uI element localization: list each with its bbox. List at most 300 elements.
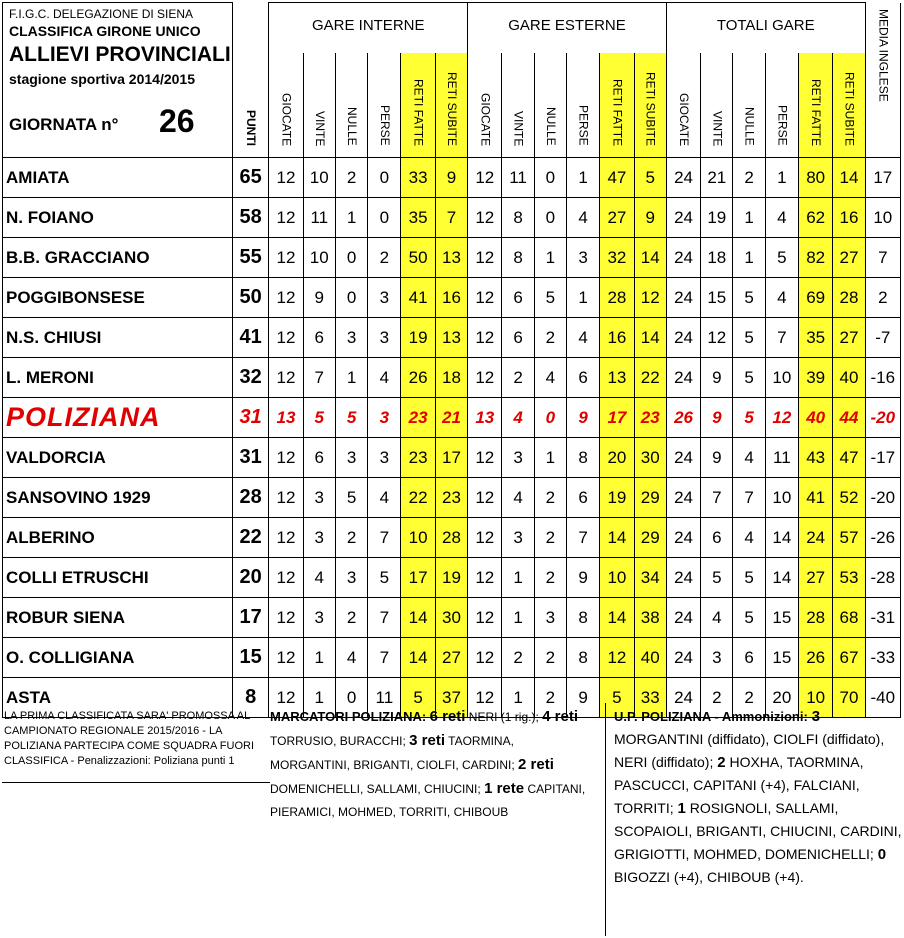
header-esterne-reti-fatte: RETI FATTE [600,53,634,158]
stat-cell: 8 [566,638,599,678]
stat-cell: 20 [600,438,634,478]
stat-cell: 9 [435,158,467,198]
team-points: 20 [233,558,269,598]
stat-cell: 9 [566,558,599,598]
team-points: 8 [233,678,269,718]
stat-cell: 13 [435,318,467,358]
table-row [3,598,901,638]
scorers-group-3: 3 reti [409,732,445,749]
header-totali-reti-subite: RETI SUBITE [833,53,865,158]
table-row [3,238,901,278]
header-interne-perse: PERSE [368,53,401,158]
giornata-value: 26 [159,103,195,139]
stat-cell: 12 [468,318,502,358]
stat-cell: 12 [269,198,303,238]
stat-cell: 12 [269,558,303,598]
header-media-inglese: MEDIA INGLESE [865,3,900,158]
stat-cell: 1 [733,238,765,278]
header-interne-giocate: GIOCATE [269,53,303,158]
stat-cell: 12 [468,358,502,398]
stat-cell: 12 [269,598,303,638]
stat-cell: 12 [634,278,666,318]
stat-cell: 7 [765,318,798,358]
stat-cell: 14 [634,318,666,358]
media-inglese-cell: 7 [865,238,900,278]
stat-cell: 27 [833,318,865,358]
stat-cell: 26 [401,358,435,398]
stat-cell: 21 [701,158,733,198]
stat-cell: 23 [435,478,467,518]
stat-cell: 12 [269,478,303,518]
stat-cell: 2 [335,518,367,558]
stat-cell: 20 [765,678,798,718]
stat-cell: 24 [666,598,700,638]
season-label: stagione sportiva 2014/2015 [9,71,195,87]
stat-cell: 27 [435,638,467,678]
stat-cell: 5 [733,318,765,358]
stat-cell: 2 [534,318,566,358]
stat-cell: 12 [468,638,502,678]
stat-cell: 5 [733,278,765,318]
table-row [3,638,901,678]
table-row [3,398,901,438]
stat-cell: 7 [303,358,335,398]
header-interne-reti-subite: RETI SUBITE [435,53,467,158]
stat-cell: 5 [368,558,401,598]
team-name: L. MERONI [3,358,233,398]
cautions-block [614,705,902,889]
scorers-names-6: NERI (1 rig.); [468,710,539,724]
stat-cell: 23 [401,438,435,478]
stat-cell: 41 [799,478,833,518]
stat-cell: 12 [701,318,733,358]
header-esterne-vinte: VINTE [502,53,534,158]
stat-cell: 22 [634,358,666,398]
stat-cell: 2 [335,598,367,638]
stat-cell: 1 [566,158,599,198]
classification-title: CLASSIFICA GIRONE UNICO [9,23,201,39]
stat-cell: 1 [502,598,534,638]
media-inglese-cell: -31 [865,598,900,638]
footer-divider [2,782,270,783]
stat-cell: 4 [303,558,335,598]
stat-cell: 24 [666,198,700,238]
stat-cell: 4 [502,398,534,438]
stat-cell: 6 [502,318,534,358]
stat-cell: 3 [502,518,534,558]
stat-cell: 12 [468,518,502,558]
stat-cell: 5 [701,558,733,598]
stat-cell: 2 [733,678,765,718]
stat-cell: 3 [368,278,401,318]
stat-cell: 10 [303,158,335,198]
team-points: 58 [233,198,269,238]
stat-cell: 27 [833,238,865,278]
stat-cell: 5 [733,398,765,438]
cautions-group-1: 1 [677,800,686,817]
stat-cell: 6 [733,638,765,678]
stat-cell: 69 [799,278,833,318]
stat-cell: 29 [634,478,666,518]
stat-cell: 28 [435,518,467,558]
stat-cell: 18 [701,238,733,278]
stat-cell: 11 [368,678,401,718]
stat-cell: 7 [566,518,599,558]
stat-cell: 9 [634,198,666,238]
stat-cell: 0 [335,678,367,718]
stat-cell: 37 [435,678,467,718]
media-inglese-cell: -40 [865,678,900,718]
stat-cell: 26 [666,398,700,438]
stat-cell: 19 [701,198,733,238]
stat-cell: 12 [600,638,634,678]
stat-cell: 17 [401,558,435,598]
stat-cell: 40 [799,398,833,438]
media-inglese-cell: -17 [865,438,900,478]
stat-cell: 67 [833,638,865,678]
stat-cell: 10 [765,478,798,518]
stat-cell: 28 [600,278,634,318]
stat-cell: 10 [401,518,435,558]
stat-cell: 4 [733,438,765,478]
team-points: 22 [233,518,269,558]
stat-cell: 52 [833,478,865,518]
stat-cell: 16 [833,198,865,238]
stat-cell: 8 [502,238,534,278]
cautions-label: U.P. POLIZIANA - Ammonizioni: [614,709,808,724]
federation-title: F.I.G.C. DELEGAZIONE DI SIENA [9,7,194,21]
stat-cell: 12 [468,558,502,598]
stat-cell: 1 [534,238,566,278]
stat-cell: 1 [566,278,599,318]
stat-cell: 12 [468,278,502,318]
stat-cell: 9 [303,278,335,318]
cautions-names-0: BIGOZZI (+4), CHIBOUB (+4). [614,869,804,885]
stat-cell: 14 [401,638,435,678]
stat-cell: 62 [799,198,833,238]
team-name: VALDORCIA [3,438,233,478]
stat-cell: 9 [701,398,733,438]
table-row [3,518,901,558]
stat-cell: 19 [435,558,467,598]
scorers-block [270,705,596,824]
team-name: POLIZIANA [3,398,233,438]
team-name: POGGIBONSESE [3,278,233,318]
team-name: ALBERINO [3,518,233,558]
stat-cell: 15 [765,598,798,638]
stat-cell: 5 [534,278,566,318]
team-points: 50 [233,278,269,318]
stat-cell: 5 [335,398,367,438]
scorers-group-6: 6 reti [429,708,466,725]
stat-cell: 82 [799,238,833,278]
stat-cell: 3 [368,398,401,438]
stat-cell: 4 [534,358,566,398]
team-name: ROBUR SIENA [3,598,233,638]
team-points: 65 [233,158,269,198]
stat-cell: 10 [799,678,833,718]
stat-cell: 15 [701,278,733,318]
stat-cell: 14 [765,558,798,598]
stat-cell: 2 [534,638,566,678]
header-totali-vinte: VINTE [701,53,733,158]
stat-cell: 24 [666,238,700,278]
stat-cell: 27 [600,198,634,238]
scorers-group-1: 1 rete [484,780,525,797]
scorers-group-2: 2 reti [518,756,554,773]
stat-cell: 33 [401,158,435,198]
stat-cell: 3 [566,238,599,278]
stat-cell: 50 [401,238,435,278]
stat-cell: 11 [303,198,335,238]
cautions-names-3: MORGANTINI (diffidato), CIOLFI (diffidato), NERI (diffidato); [614,731,885,770]
stat-cell: 47 [600,158,634,198]
stat-cell: 28 [799,598,833,638]
stat-cell: 7 [435,198,467,238]
stat-cell: 3 [534,598,566,638]
stat-cell: 1 [335,198,367,238]
stat-cell: 3 [335,318,367,358]
stat-cell: 57 [833,518,865,558]
stat-cell: 3 [368,318,401,358]
stat-cell: 4 [502,478,534,518]
stat-cell: 28 [833,278,865,318]
stat-cell: 12 [269,438,303,478]
team-name: N. FOIANO [3,198,233,238]
team-name: ASTA [3,678,233,718]
team-points: 31 [233,438,269,478]
stat-cell: 27 [799,558,833,598]
stat-cell: 14 [833,158,865,198]
stat-cell: 70 [833,678,865,718]
stat-cell: 41 [401,278,435,318]
header-esterne-nulle: NULLE [534,53,566,158]
stat-cell: 24 [666,518,700,558]
stat-cell: 2 [534,678,566,718]
stat-cell: 12 [468,598,502,638]
header-punti: PUNTI [233,3,269,158]
header-totali-reti-fatte: RETI FATTE [799,53,833,158]
stat-cell: 35 [799,318,833,358]
stat-cell: 12 [468,478,502,518]
stat-cell: 2 [701,678,733,718]
stat-cell: 5 [401,678,435,718]
stat-cell: 17 [600,398,634,438]
header-totali-giocate: GIOCATE [666,53,700,158]
stat-cell: 26 [799,638,833,678]
media-inglese-cell: -20 [865,478,900,518]
stat-cell: 35 [401,198,435,238]
table-row [3,438,901,478]
stat-cell: 4 [566,198,599,238]
stat-cell: 5 [303,398,335,438]
stat-cell: 30 [435,598,467,638]
media-inglese-cell: 2 [865,278,900,318]
media-inglese-cell: 10 [865,198,900,238]
stat-cell: 12 [269,238,303,278]
stat-cell: 18 [435,358,467,398]
stat-cell: 21 [435,398,467,438]
stat-cell: 3 [701,638,733,678]
stat-cell: 4 [733,518,765,558]
stat-cell: 14 [634,238,666,278]
team-name: AMIATA [3,158,233,198]
stat-cell: 24 [666,438,700,478]
stat-cell: 12 [765,398,798,438]
stat-cell: 0 [534,198,566,238]
scorers-label: MARCATORI POLIZIANA: [270,709,427,724]
team-points: 55 [233,238,269,278]
stat-cell: 6 [303,438,335,478]
stat-cell: 3 [303,518,335,558]
stat-cell: 43 [799,438,833,478]
stat-cell: 12 [468,678,502,718]
stat-cell: 13 [600,358,634,398]
header-esterne-perse: PERSE [566,53,599,158]
stat-cell: 2 [502,638,534,678]
stat-cell: 2 [368,238,401,278]
stat-cell: 24 [666,318,700,358]
stat-cell: 8 [502,198,534,238]
stat-cell: 4 [335,638,367,678]
stat-cell: 47 [833,438,865,478]
stat-cell: 34 [634,558,666,598]
stat-cell: 12 [269,358,303,398]
stat-cell: 9 [701,358,733,398]
stat-cell: 12 [468,198,502,238]
stat-cell: 4 [368,478,401,518]
header-totali-perse: PERSE [765,53,798,158]
stat-cell: 13 [435,238,467,278]
league-title: ALLIEVI PROVINCIALI [9,43,231,66]
stat-cell: 4 [765,278,798,318]
stat-cell: 5 [733,598,765,638]
media-inglese-cell: 17 [865,158,900,198]
stat-cell: 1 [502,678,534,718]
team-name: N.S. CHIUSI [3,318,233,358]
stat-cell: 24 [666,638,700,678]
stat-cell: 10 [303,238,335,278]
stat-cell: 3 [303,598,335,638]
stat-cell: 0 [335,238,367,278]
stat-cell: 29 [634,518,666,558]
scorers-names-2: DOMENICHELLI, SALLAMI, CHIUCINI; [270,782,481,796]
stat-cell: 12 [269,318,303,358]
stat-cell: 8 [566,438,599,478]
media-inglese-cell: -20 [865,398,900,438]
stat-cell: 32 [600,238,634,278]
header-interne-vinte: VINTE [303,53,335,158]
stat-cell: 3 [335,558,367,598]
scorers-group-4: 4 reti [542,708,578,725]
stat-cell: 80 [799,158,833,198]
table-row [3,158,901,198]
team-points: 17 [233,598,269,638]
team-points: 31 [233,398,269,438]
stat-cell: 14 [600,518,634,558]
table-row [3,478,901,518]
stat-cell: 7 [368,598,401,638]
table-row [3,198,901,238]
stat-cell: 5 [733,558,765,598]
stat-cell: 1 [534,438,566,478]
stat-cell: 44 [833,398,865,438]
stat-cell: 24 [666,278,700,318]
stat-cell: 9 [566,398,599,438]
stat-cell: 1 [765,158,798,198]
table-row [3,558,901,598]
stat-cell: 5 [335,478,367,518]
stat-cell: 6 [701,518,733,558]
footer-column-divider [605,703,606,936]
cautions-group-2: 2 [717,754,726,771]
stat-cell: 6 [566,478,599,518]
stat-cell: 2 [534,478,566,518]
stat-cell: 12 [269,678,303,718]
stat-cell: 16 [600,318,634,358]
stat-cell: 6 [502,278,534,318]
stat-cell: 5 [634,158,666,198]
scorers-names-1: CAPITANI, PIERAMICI, MOHMED, TORRITI, CHIBOUB [270,782,586,819]
stat-cell: 5 [765,238,798,278]
stat-cell: 0 [368,198,401,238]
stat-cell: 4 [566,318,599,358]
stat-cell: 0 [335,278,367,318]
stat-cell: 53 [833,558,865,598]
standings-table [2,2,901,718]
stat-cell: 10 [765,358,798,398]
table-row [3,358,901,398]
stat-cell: 12 [269,518,303,558]
stat-cell: 7 [701,478,733,518]
stat-cell: 0 [368,158,401,198]
team-points: 28 [233,478,269,518]
scorers-names-3: TAORMINA, MORGANTINI, BRIGANTI, CIOLFI, CARDINI; [270,734,515,772]
stat-cell: 0 [534,158,566,198]
stat-cell: 11 [502,158,534,198]
stat-cell: 12 [269,278,303,318]
stat-cell: 38 [634,598,666,638]
stat-cell: 40 [833,358,865,398]
table-row [3,278,901,318]
stat-cell: 30 [634,438,666,478]
stat-cell: 24 [799,518,833,558]
media-inglese-cell: -7 [865,318,900,358]
stat-cell: 1 [303,678,335,718]
title-block [3,3,233,158]
stat-cell: 5 [733,358,765,398]
stat-cell: 4 [701,598,733,638]
stat-cell: 5 [600,678,634,718]
stat-cell: 24 [666,158,700,198]
stat-cell: 3 [335,438,367,478]
stat-cell: 10 [600,558,634,598]
stat-cell: 6 [303,318,335,358]
header-interne-nulle: NULLE [335,53,367,158]
cautions-group-0: 0 [877,846,887,863]
stat-cell: 68 [833,598,865,638]
media-inglese-cell: -26 [865,518,900,558]
stat-cell: 1 [502,558,534,598]
stat-cell: 39 [799,358,833,398]
stat-cell: 24 [666,558,700,598]
cautions-names-2: HOXHA, TAORMINA, PASCUCCI, CAPITANI (+4), FALCIANI, TORRITI; [614,754,864,816]
stat-cell: 33 [634,678,666,718]
team-points: 15 [233,638,269,678]
group-gare-interne: GARE INTERNE [269,3,468,54]
media-inglese-cell: -16 [865,358,900,398]
stat-cell: 15 [765,638,798,678]
